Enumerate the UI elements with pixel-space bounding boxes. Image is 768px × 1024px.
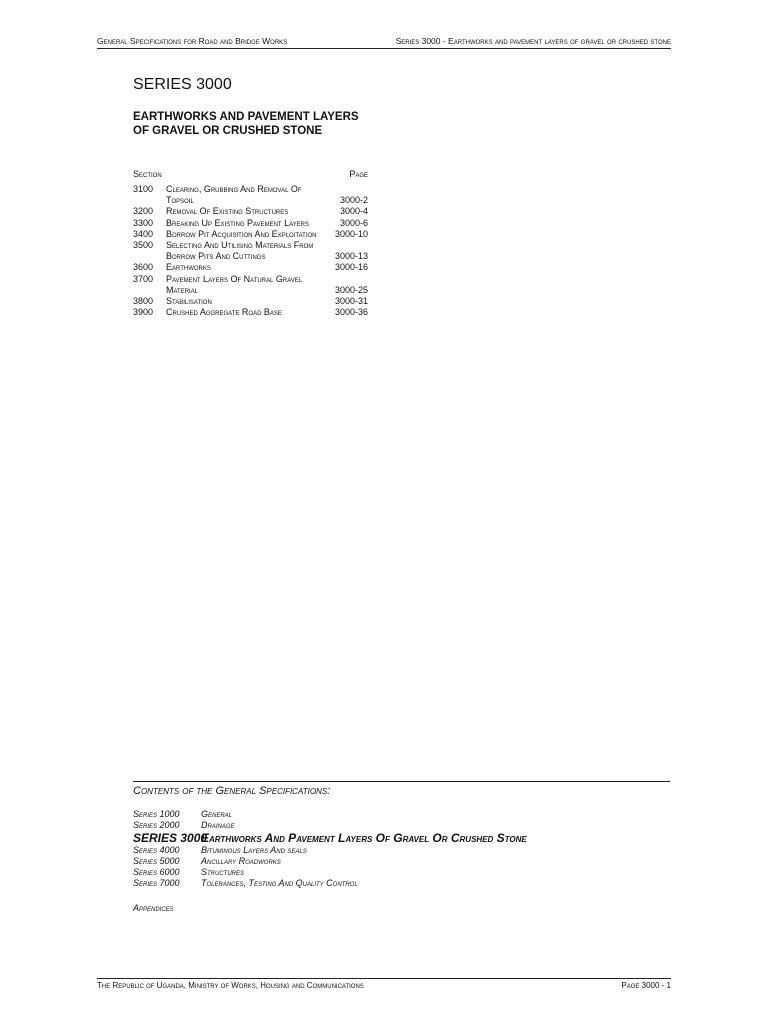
toc-page-number: 3000-25 — [334, 284, 368, 295]
toc-section-title: Selecting And Utilising Materials From Borrow Pits And Cuttings — [166, 240, 314, 262]
series-number: Series 7000 — [133, 878, 180, 888]
toc-row[interactable] — [133, 296, 368, 307]
series-item-current[interactable] — [133, 831, 670, 845]
footer-left-text: The Republic of Uganda, Ministry of Works, Housing and Communications — [97, 981, 364, 990]
toc-section-title: Crushed Aggregate Road Base — [166, 307, 282, 318]
toc-section-number: 3700 — [133, 273, 154, 284]
toc-page-number: 3000-31 — [334, 296, 368, 307]
series-number: Series 6000 — [133, 867, 180, 877]
toc-page-number: 3000-36 — [334, 307, 368, 318]
toc-page-number: 3000-16 — [334, 262, 368, 273]
series-number: Series 2000 — [133, 820, 180, 830]
toc-page-number: 3000-10 — [334, 228, 368, 239]
toc-page-label: Page — [349, 169, 368, 179]
toc-page-number: 3000-13 — [334, 251, 368, 262]
toc-section-number: 3800 — [133, 296, 154, 307]
series-number: Series 1000 — [133, 809, 180, 819]
toc-section-title: Stabilisation — [166, 296, 212, 307]
toc-section-title: Removal Of Existing Structures — [166, 206, 289, 217]
toc-row[interactable] — [133, 218, 368, 229]
header-right-text: Series 3000 - Earthworks and pavement layers of gravel or crushed stone — [395, 36, 671, 46]
toc-section-number: 3200 — [133, 206, 154, 217]
toc-section-title: Earthworks — [166, 262, 211, 273]
general-specifications-contents — [133, 781, 670, 913]
toc-page-number: 3000-2 — [339, 195, 368, 206]
toc-page-number: 3000-4 — [339, 206, 368, 217]
series-number: SERIES 3000 — [133, 831, 208, 845]
toc-section-number: 3300 — [133, 217, 154, 228]
series-number: Series 4000 — [133, 845, 180, 855]
series-title: General — [201, 809, 233, 819]
series-subtitle: EARTHWORKS AND PAVEMENT LAYERS OF GRAVEL OR CRUSHED STONE — [133, 111, 359, 137]
toc-section-title: Breaking Up Existing Pavement Layers — [166, 217, 309, 228]
header-left-text: General Specifications for Road and Bridge Works — [97, 36, 288, 46]
toc-section-label: Section — [133, 169, 162, 179]
toc-section-number: 3900 — [133, 307, 154, 318]
toc-row[interactable] — [133, 206, 368, 217]
series-item[interactable] — [133, 820, 670, 831]
toc-section-title: Pavement Layers Of Natural Gravel Material — [166, 273, 303, 295]
page-footer — [97, 978, 671, 993]
series-list — [133, 809, 670, 889]
toc-page-number: 3000-6 — [339, 217, 368, 228]
toc-row[interactable] — [133, 184, 368, 206]
toc-section-number: 3600 — [133, 262, 154, 273]
toc-section-number: 3100 — [133, 184, 154, 194]
series-title: Earthworks And Pavement Layers Of Gravel Or Crushed Stone — [201, 831, 527, 845]
footer-page-number: Page 3000 - 1 — [621, 981, 671, 990]
appendices-link[interactable]: Appendices — [133, 903, 174, 913]
toc-row[interactable] — [133, 307, 368, 318]
series-title: Tolerances, Testing And Quality Control — [201, 878, 358, 888]
toc-section-number: 3400 — [133, 228, 154, 239]
series-item[interactable] — [133, 809, 670, 820]
toc-section-number: 3500 — [133, 240, 154, 251]
series-title: SERIES 3000 — [133, 76, 232, 93]
series-title: Bituminous Layers And seals — [201, 845, 307, 855]
series-item[interactable] — [133, 867, 670, 878]
series-number: Series 5000 — [133, 856, 180, 866]
table-of-contents — [133, 184, 368, 318]
series-title: Drainage — [201, 820, 235, 830]
toc-section-title: Clearing, Grubbing And Removal Of Topsoil — [166, 184, 302, 206]
series-item[interactable] — [133, 878, 670, 889]
contents-title: Contents of the General Specifications: — [133, 785, 331, 797]
toc-row[interactable] — [133, 262, 368, 273]
toc-row[interactable] — [133, 229, 368, 240]
toc-section-title: Borrow Pit Acquisition And Exploitation — [166, 228, 317, 239]
series-title: Ancillary Roadworks — [201, 856, 281, 866]
series-item[interactable] — [133, 856, 670, 867]
page-header — [97, 34, 671, 49]
series-title: Structures — [201, 867, 245, 877]
series-item[interactable] — [133, 845, 670, 856]
toc-row[interactable] — [133, 274, 368, 296]
toc-header — [133, 169, 368, 179]
toc-row[interactable] — [133, 240, 368, 262]
